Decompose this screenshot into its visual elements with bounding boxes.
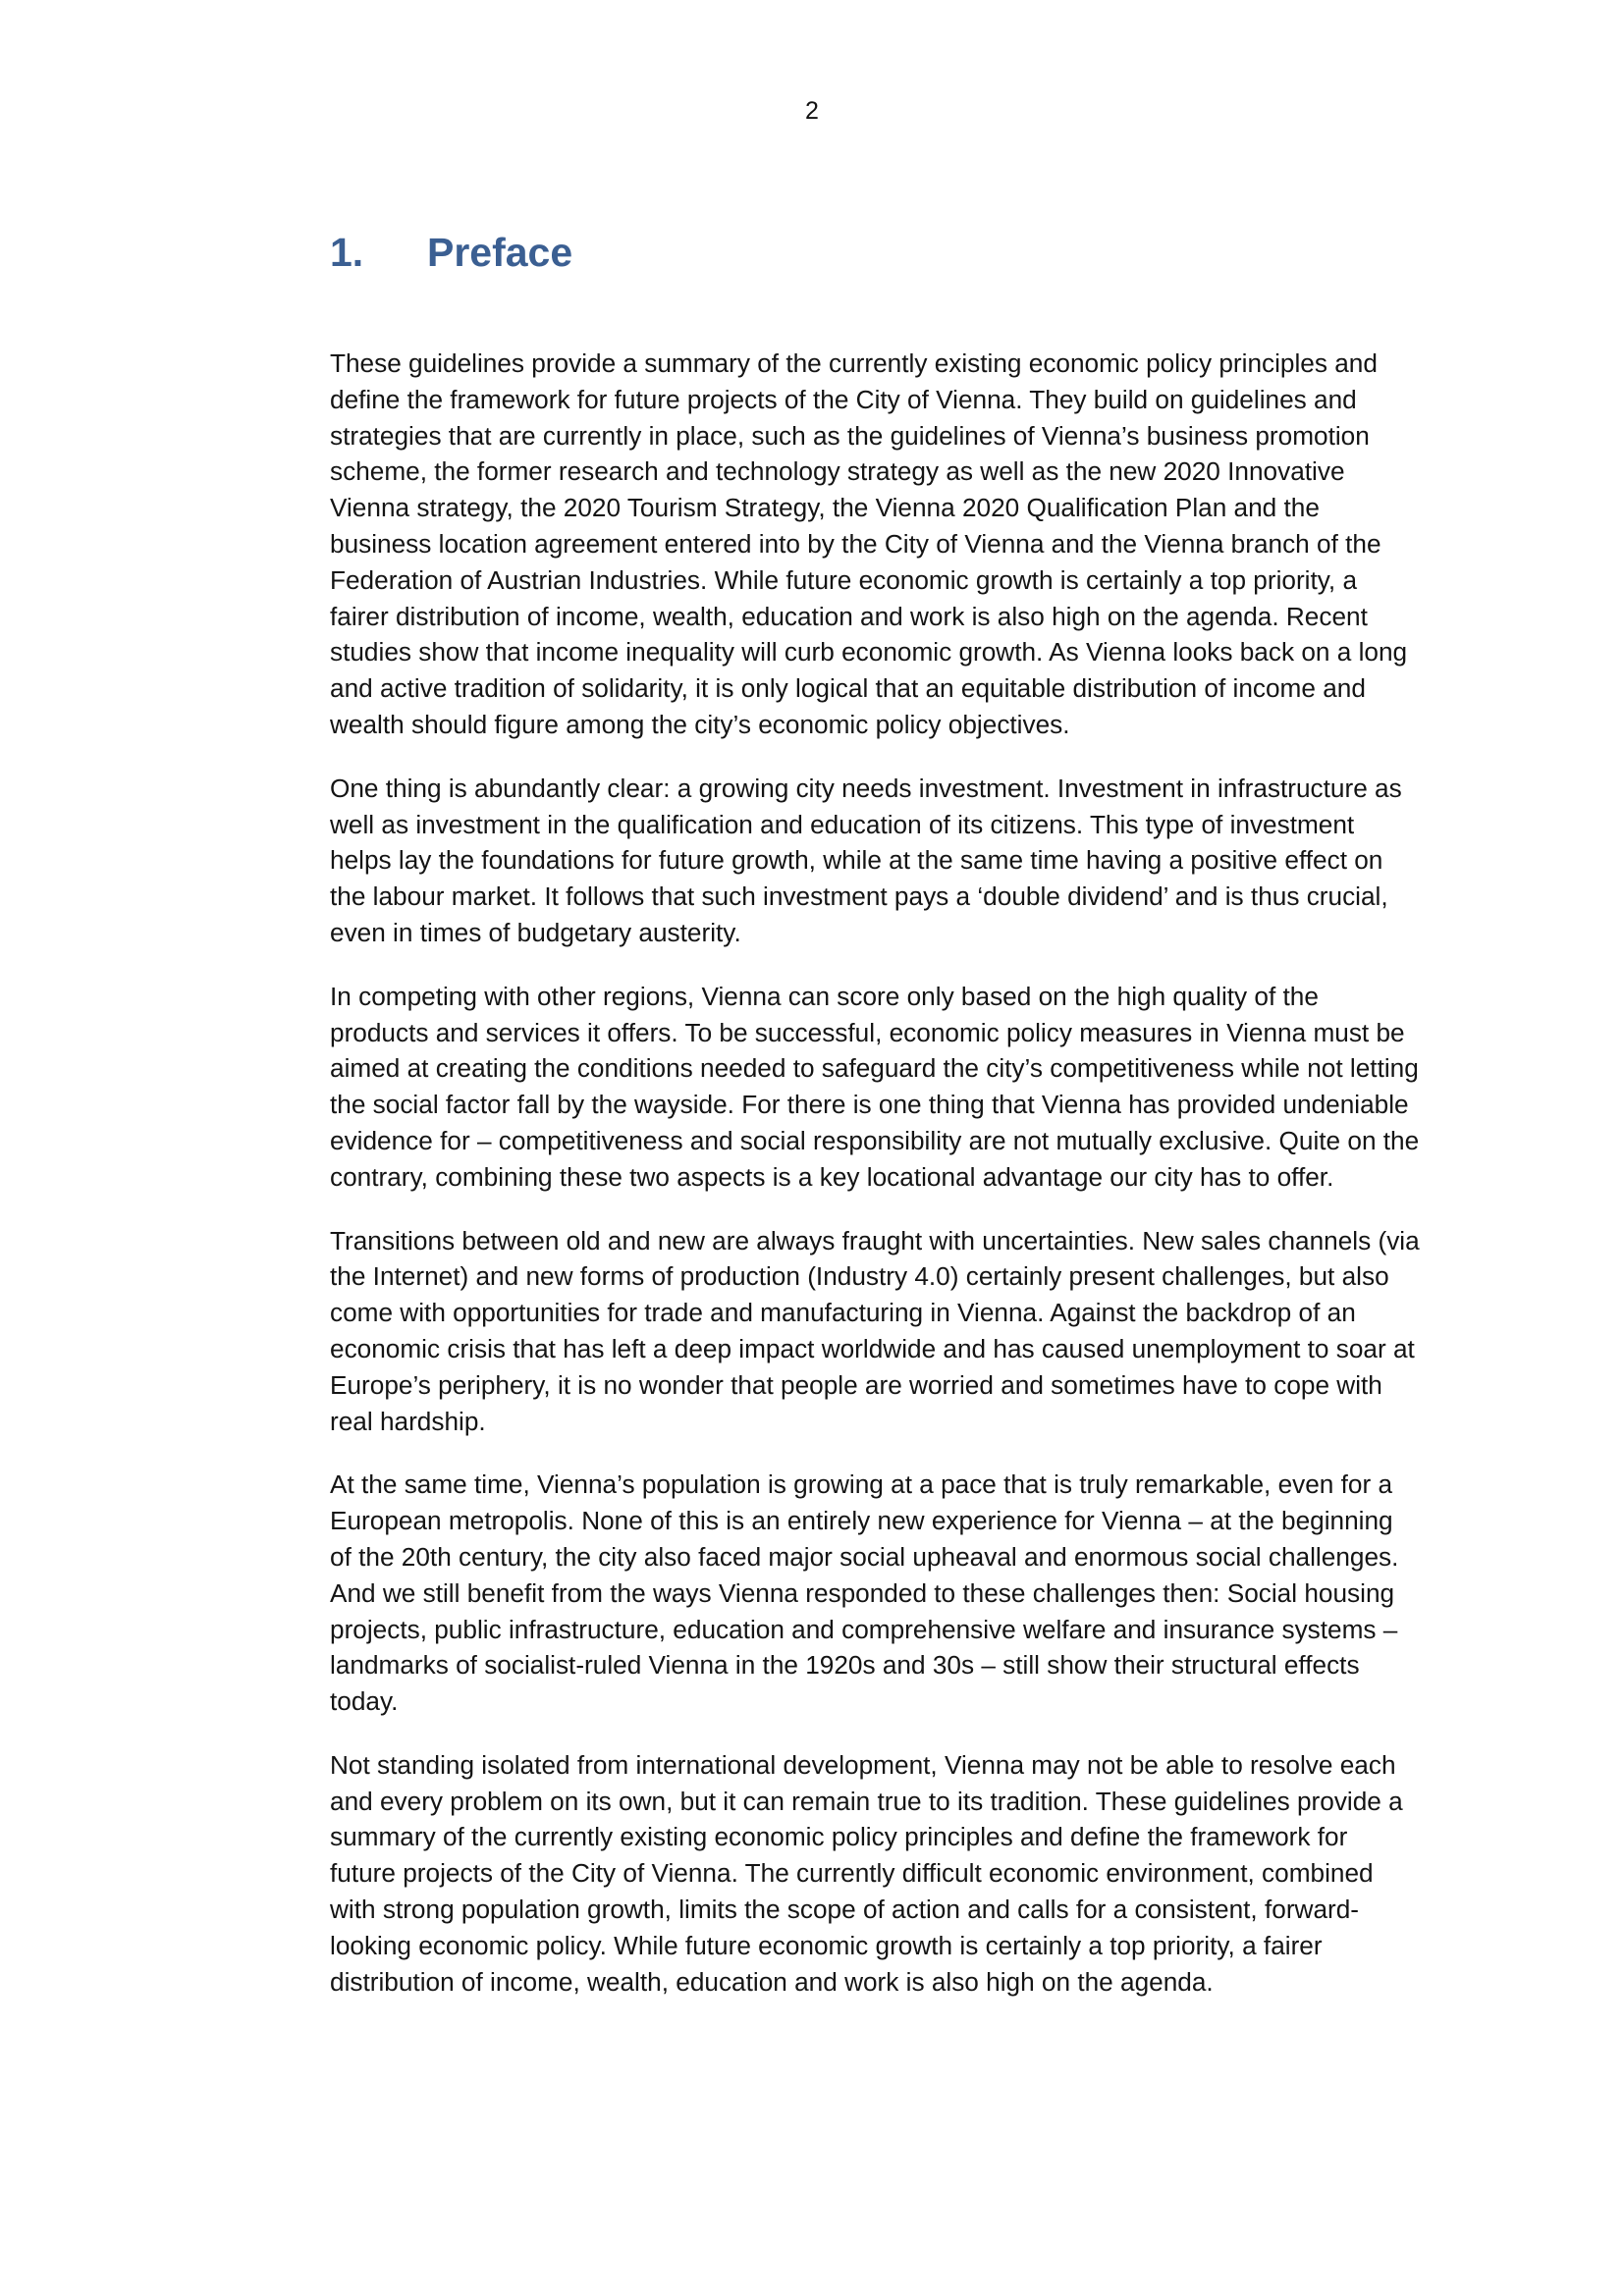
paragraph: These guidelines provide a summary of the currently existing economic policy principles and define the framework for future projects of the City of Vienna. They build on guidelines and strategies that are currently in place, such as the guidelines of Vienna’s business promotion scheme, the former research and technology strategy as well as the new 2020 Innovative Vienna strategy, the 2020 Tourism Strategy, the Vienna 2020 Qualification Plan and the business location agreement entered into by the City of Vienna and the Vienna branch of the Federation of Austrian Industries. While future economic growth is certainly a top priority, a fairer distribution of income, wealth, education and work is also high on the agenda. Recent studies show that income inequality will curb economic growth. As Vienna looks back on a long and active tradition of solidarity, it is only logical that an equitable distribution of income and wealth should figure among the city’s economic policy objectives. [330,348,1408,739]
paragraph: Not standing isolated from international development, Vienna may not be able to resolve each and every problem on its own, but it can remain true to its tradition. These guidelines provide a summary of the currently existing economic policy principles and define the framework for future projects of the City of Vienna. The currently difficult economic environment, combined with strong population growth, limits the scope of action and calls for a consistent, forward-looking economic policy. While future economic growth is certainly a top priority, a fairer distribution of income, wealth, education and work is also high on the agenda. [330,1749,1403,1997]
section-number: 1. [330,230,364,275]
paragraph: One thing is abundantly clear: a growing city needs investment. Investment in infrastructure as well as investment in the qualification and education of its citizens. This type of investment helps lay the foundations for future growth, while at the same time having a positive effect on the labour market. It follows that such investment pays a ‘double dividend’ and is thus crucial, even in times of budgetary austerity. [330,773,1402,947]
paragraph: At the same time, Vienna’s population is growing at a pace that is truly remarkable, even for a European metropolis. None of this is an entirely new experience for Vienna – at the beginning of the 20th century, the city also faced major social upheaval and enormous social challenges. And we still benefit from the ways Vienna responded to these challenges then: Social housing projects, public infrastructure, education and comprehensive welfare and insurance systems – landmarks of socialist-ruled Vienna in the 1920s and 30s – still show their structural effects today. [330,1469,1399,1717]
body-text [330,346,1420,2027]
section-heading [330,228,572,277]
page-number: 2 [805,97,819,125]
section-title: Preface [427,230,573,275]
paragraph: Transitions between old and new are always fraught with uncertainties. New sales channels (via the Internet) and new forms of production (Industry 4.0) certainly present challenges, but also come with opportunities for trade and manufacturing in Vienna. Against the backdrop of an economic crisis that has left a deep impact worldwide and has caused unemployment to soar at Europe’s periphery, it is no wonder that people are worried and sometimes have to cope with real hardship. [330,1225,1420,1436]
paragraph: In competing with other regions, Vienna can score only based on the high quality of the products and services it offers. To be successful, economic policy measures in Vienna must be aimed at creating the conditions needed to safeguard the city’s competitiveness while not letting the social factor fall by the wayside. For there is one thing that Vienna has provided undeniable evidence for – competitiveness and social responsibility are not mutually exclusive. Quite on the contrary, combining these two aspects is a key locational advantage our city has to offer. [330,981,1420,1192]
